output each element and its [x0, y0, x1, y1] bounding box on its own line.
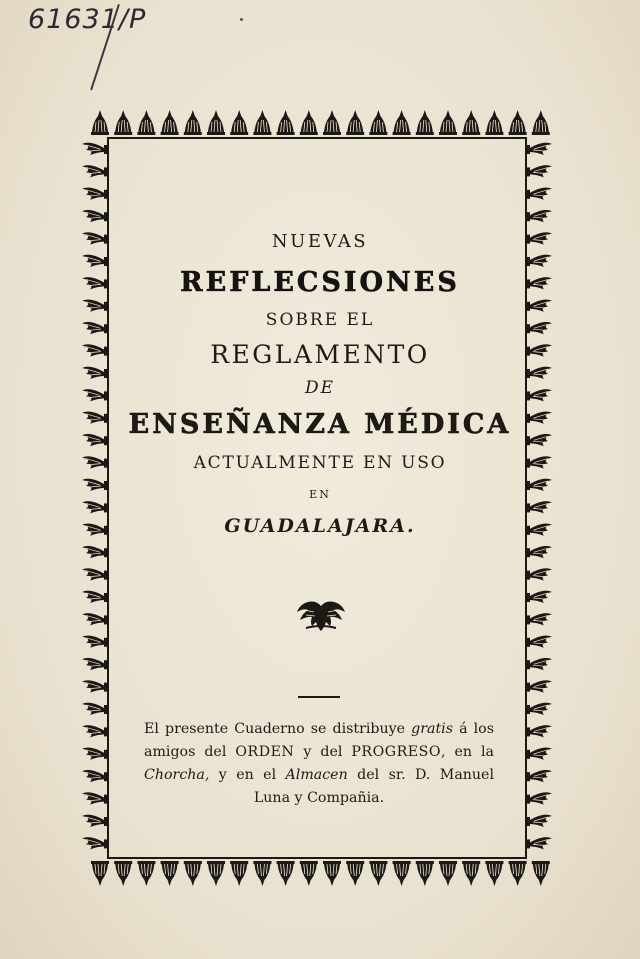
- palmette-ornament-icon: [230, 861, 248, 886]
- palmette-ornament-icon: [509, 110, 527, 135]
- palmette-ornament-icon: [526, 725, 552, 737]
- notice-text: y del: [294, 744, 352, 760]
- notice-gratis: gratis: [411, 721, 453, 737]
- palmette-ornament-icon: [82, 299, 108, 311]
- palmette-ornament-icon: [82, 322, 108, 334]
- palmette-ornament-icon: [253, 110, 271, 135]
- notice-text: El presente Cuaderno se distribuye: [144, 721, 412, 737]
- palmette-ornament-icon: [253, 861, 271, 886]
- palmette-ornament-icon: [82, 456, 108, 468]
- palmette-ornament-icon: [82, 501, 108, 513]
- palmette-ornament-icon: [137, 861, 155, 886]
- notice-progreso: PROGRESO: [351, 744, 441, 760]
- palmette-ornament-icon: [532, 110, 550, 135]
- palmette-ornament-icon: [82, 613, 108, 625]
- palmette-ornament-icon: [161, 861, 179, 886]
- palmette-ornament-icon: [82, 367, 108, 379]
- title-line-nuevas: NUEVAS: [271, 231, 369, 252]
- palmette-ornament-icon: [82, 792, 108, 804]
- palmette-ornament-icon: [323, 861, 341, 886]
- title-line-sobre-el: SOBRE EL: [265, 310, 375, 330]
- palmette-ornament-icon: [114, 110, 132, 135]
- palmette-ornament-icon: [91, 110, 109, 135]
- palmette-ornament-icon: [526, 210, 552, 222]
- palmette-ornament-icon: [82, 344, 108, 356]
- palmette-ornament-icon: [277, 110, 295, 135]
- palmette-ornament-icon: [526, 255, 552, 267]
- palmette-ornament-icon: [82, 277, 108, 289]
- palmette-ornament-icon: [82, 770, 108, 782]
- palmette-ornament-icon: [526, 837, 552, 849]
- palmette-ornament-icon: [82, 591, 108, 603]
- notice-text: del sr. D. Manuel: [347, 767, 494, 783]
- title-line-de: DE: [304, 378, 336, 398]
- palmette-ornament-icon: [485, 861, 503, 886]
- palmette-ornament-icon: [323, 110, 341, 135]
- palmette-ornament-icon: [416, 861, 434, 886]
- title-line-guadalajara: GUADALAJARA.: [224, 515, 416, 537]
- palmette-ornament-icon: [462, 110, 480, 135]
- palmette-ornament-icon: [207, 110, 225, 135]
- palmette-ornament-icon: [82, 523, 108, 535]
- palmette-ornament-icon: [82, 658, 108, 670]
- distribution-notice: [144, 718, 494, 810]
- palmette-ornament-icon: [82, 232, 108, 244]
- notice-text: , en la: [440, 744, 495, 760]
- notice-text: y en el: [209, 767, 286, 783]
- palmette-ornament-icon: [82, 479, 108, 491]
- palmette-ornament-icon: [82, 389, 108, 401]
- title-line-actualmente: ACTUALMENTE EN USO: [193, 453, 447, 473]
- palmette-ornament-icon: [82, 815, 108, 827]
- palmette-ornament-icon: [82, 546, 108, 558]
- notice-last-line: Luna y Compañia.: [253, 790, 385, 806]
- palmette-ornament-icon: [526, 658, 552, 670]
- notice-almacen: Almacen: [285, 767, 348, 783]
- palmette-ornament-icon: [82, 703, 108, 715]
- palmette-ornament-icon: [509, 861, 527, 886]
- palmette-ornament-icon: [82, 837, 108, 849]
- palmette-ornament-icon: [346, 110, 364, 135]
- palmette-ornament-icon: [300, 110, 318, 135]
- palmette-ornament-icon: [82, 568, 108, 580]
- palmette-ornament-icon: [462, 861, 480, 886]
- palmette-ornament-icon: [82, 255, 108, 267]
- palmette-ornament-icon: [439, 110, 457, 135]
- palmette-ornament-icon: [300, 861, 318, 886]
- palmette-ornament-icon: [439, 861, 457, 886]
- divider-rule: [298, 696, 340, 698]
- palmette-ornament-icon: [82, 411, 108, 423]
- palmette-ornament-icon: [82, 434, 108, 446]
- palmette-ornament-icon: [393, 861, 411, 886]
- palmette-ornament-icon: [184, 110, 202, 135]
- ink-dot: [240, 18, 243, 21]
- palmette-ornament-icon: [526, 703, 552, 715]
- palmette-ornament-icon: [526, 747, 552, 759]
- palmette-ornament-icon: [393, 110, 411, 135]
- notice-orden: ORDEN: [235, 744, 295, 760]
- palmette-ornament-icon: [137, 110, 155, 135]
- palmette-ornament-icon: [91, 861, 109, 886]
- palmette-ornament-icon: [532, 861, 550, 886]
- notice-text: á los amigos del: [144, 721, 495, 760]
- palmette-ornament-icon: [82, 165, 108, 177]
- palmette-ornament-icon: [526, 165, 552, 177]
- palmette-ornament-icon: [184, 861, 202, 886]
- palmette-ornament-icon: [526, 770, 552, 782]
- palmette-ornament-icon: [369, 861, 387, 886]
- palmette-ornament-icon: [416, 110, 434, 135]
- palmette-ornament-icon: [346, 861, 364, 886]
- palmette-ornament-icon: [230, 110, 248, 135]
- palmette-ornament-icon: [82, 680, 108, 692]
- palmette-ornament-icon: [277, 861, 295, 886]
- palmette-ornament-icon: [526, 501, 552, 513]
- palmette-ornament-icon: [82, 143, 108, 155]
- palmette-ornament-icon: [161, 110, 179, 135]
- palmette-ornament-icon: [82, 210, 108, 222]
- palmette-ornament-icon: [526, 815, 552, 827]
- palmette-ornament-icon: [526, 143, 552, 155]
- palmette-ornament-icon: [526, 591, 552, 603]
- palmette-ornament-icon: [82, 635, 108, 647]
- palmette-ornament-icon: [369, 110, 387, 135]
- palmette-ornament-icon: [526, 187, 552, 199]
- palmette-ornament-icon: [82, 747, 108, 759]
- palmette-ornament-icon: [207, 861, 225, 886]
- palmette-ornament-icon: [526, 613, 552, 625]
- title-line-reflecsiones: REFLECSIONES: [180, 267, 460, 298]
- palmette-ornament-icon: [526, 568, 552, 580]
- eagle-vignette-icon: [296, 598, 346, 634]
- palmette-ornament-icon: [82, 725, 108, 737]
- palmette-ornament-icon: [526, 792, 552, 804]
- palmette-ornament-icon: [114, 861, 132, 886]
- title-line-reglamento: REGLAMENTO: [210, 340, 430, 369]
- palmette-ornament-icon: [485, 110, 503, 135]
- palmette-ornament-icon: [526, 546, 552, 558]
- palmette-ornament-icon: [526, 635, 552, 647]
- notice-chorcha: Chorcha,: [144, 767, 210, 783]
- title-line-en: EN: [309, 488, 331, 501]
- shelfmark-annotation: 61631/P: [28, 4, 147, 35]
- palmette-ornament-icon: [526, 680, 552, 692]
- title-line-ensenanza-medica: ENSEÑANZA MÉDICA: [128, 409, 512, 440]
- palmette-ornament-icon: [82, 187, 108, 199]
